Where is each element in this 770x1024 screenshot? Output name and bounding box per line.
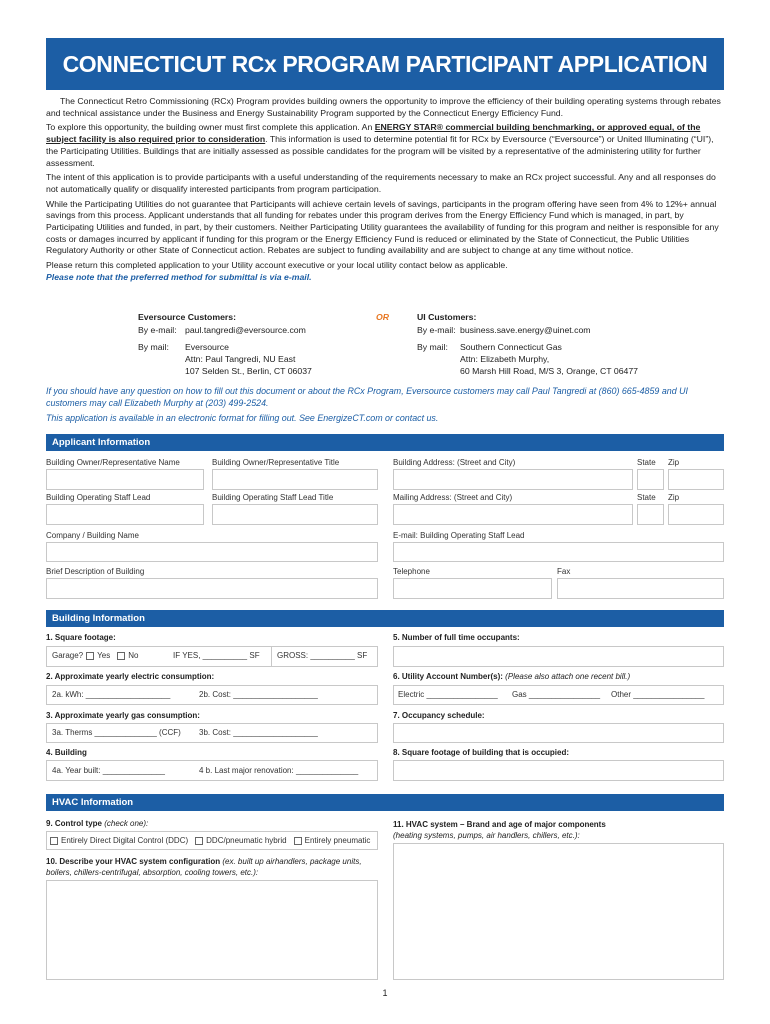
ui-mail-line-3: 60 Marsh Hill Road, M/S 3, Orange, CT 06477 (460, 366, 639, 376)
owner-title-field[interactable] (212, 469, 378, 490)
occupied-sf-label: 8. Square footage of building that is occupied: (393, 748, 570, 757)
building-state-label: State (637, 458, 656, 467)
occupied-sf-field[interactable] (393, 760, 724, 781)
mailing-address-label: Mailing Address: (Street and City) (393, 493, 513, 502)
ddc-checkbox[interactable] (50, 837, 58, 845)
system-title: 11. HVAC system – Brand and age of major components (393, 820, 606, 829)
utility-accounts-title: 6. Utility Account Number(s): (393, 672, 503, 681)
building-address-field[interactable] (393, 469, 633, 490)
building-age-label: 4. Building (46, 748, 87, 757)
owner-title-label: Building Owner/Representative Title (212, 458, 340, 467)
building-zip-label: Zip (668, 458, 680, 467)
therms-field[interactable]: 3a. Therms ______________ (CCF) (52, 728, 181, 737)
company-label: Company / Building Name (46, 531, 139, 540)
help-paragraph-2: This application is available in an electronic format for filling out. See EnergizeCT.com or contact us. (46, 413, 439, 423)
fax-field[interactable] (557, 578, 724, 599)
applicant-section-header: Applicant Information (46, 434, 724, 451)
staff-lead-title-label: Building Operating Staff Lead Title (212, 493, 334, 502)
electric-consumption-label: 2. Approximate yearly electric consumption: (46, 672, 215, 681)
hvac-section-header: HVAC Information (46, 794, 724, 811)
utility-accounts-note: (Please also attach one recent bill.) (505, 672, 631, 681)
staff-lead-field[interactable] (46, 504, 204, 525)
mailing-zip-field[interactable] (668, 504, 724, 525)
staff-email-field[interactable] (393, 542, 724, 562)
ui-heading: UI Customers: (417, 312, 477, 322)
help-text (46, 385, 726, 427)
ui-mail-line-1: Southern Connecticut Gas (460, 342, 562, 352)
building-section-header: Building Information (46, 610, 724, 627)
config-title: 10. Describe your HVAC system configuration (46, 857, 221, 866)
garage-no-checkbox[interactable] (117, 652, 125, 660)
eversource-mail-line-1: Eversource (185, 342, 229, 352)
building-zip-field[interactable] (668, 469, 724, 490)
garage-yes-label: Yes (97, 651, 111, 660)
gas-cost-field[interactable]: 3b. Cost: ___________________ (199, 728, 318, 737)
electric-cost-field[interactable]: 2b. Cost: ___________________ (199, 690, 318, 699)
system-field[interactable] (393, 843, 724, 980)
page-number: 1 (382, 988, 388, 998)
ui-email-label: By e-mail: (417, 325, 456, 335)
help-paragraph-1: If you should have any question on how to fill out this document or about the RCx Program, Eversource customers may call Paul Tangredi at (860) 665-4859 and UI customers may call Elizabeth Murphy at (203) 499-2524. (46, 386, 688, 408)
mailing-address-field[interactable] (393, 504, 633, 525)
pneumatic-option-label: Entirely pneumatic (304, 836, 371, 845)
config-label (46, 856, 378, 878)
or-divider: OR (376, 312, 390, 322)
ddc-option-label: Entirely Direct Digital Control (DDC) (61, 836, 189, 845)
electric-account-field[interactable]: Electric ________________ (398, 690, 498, 699)
control-type-title: 9. Control type (46, 819, 103, 828)
description-label: Brief Description of Building (46, 567, 145, 576)
intro-paragraph-2 (46, 122, 726, 169)
square-footage-label: 1. Square footage: (46, 633, 116, 642)
eversource-mail-line-3: 107 Selden St., Berlin, CT 06037 (185, 366, 312, 376)
intro-paragraph-1: The Connecticut Retro Commissioning (RCx) Program provides building owners the opportunity to improve the efficiency of their building operating systems through rebates and technical assistance under the Business and Energy Sustainability Program supported by the Connecticut Energy Efficiency Fund. (46, 96, 721, 118)
building-address-label: Building Address: (Street and City) (393, 458, 516, 467)
mailing-state-label: State (637, 493, 656, 502)
other-account-field[interactable]: Other ________________ (611, 690, 705, 699)
intro-p2-start: To explore this opportunity, the building owner must first complete this application. An (46, 122, 375, 133)
page-title: CONNECTICUT RCx PROGRAM PARTICIPANT APPLICATION (46, 38, 724, 90)
year-built-field[interactable]: 4a. Year built: ______________ (52, 766, 165, 775)
occupancy-schedule-label: 7. Occupancy schedule: (393, 711, 485, 720)
fax-label: Fax (557, 567, 571, 576)
control-type-label (46, 819, 148, 828)
intro-paragraph-4: While the Participating Utilities do not guarantee that Participants will achieve certain levels of savings, participants in the program offering have seen from 4% to 12%+ annual savings from this process. Applicant understands that all funding for rebates under this program derives from the Energy Efficiency Fund which is managed, in part, by Participating Utilities and funded, in part, by their customers. Neither Participating Utility guarantees the availability of funding for this program and neither is responsible for any costs or damages incurred by applicant if funding for this program or the Energy Efficiency Fund is reduced or eliminated by the State of Connecticut, the Public Utilities Regulatory Authority or other State of Connecticut action. Rebates are subject to funding availability and are subject to change at any time without notice. (46, 198, 719, 256)
mailing-zip-label: Zip (668, 493, 680, 502)
gross-sf-field[interactable]: GROSS: __________ SF (277, 651, 368, 660)
eversource-mail-line-2: Attn: Paul Tangredi, NU East (185, 354, 296, 364)
control-type-options (50, 836, 370, 845)
telephone-field[interactable] (393, 578, 552, 599)
contacts-section (46, 311, 726, 383)
intro-paragraph-3: The intent of this application is to provide participants with a useful understanding of the requirements necessary to make an RCx project successful. Any and all responses do not automatically qualify or disqualify interested participants from program participation. (46, 172, 716, 194)
eversource-mail-label: By mail: (138, 342, 169, 352)
garage-no-label: No (128, 651, 139, 660)
submittal-note: Please note that the preferred method for submittal is via e-mail. (46, 271, 312, 282)
occupants-field[interactable] (393, 646, 724, 667)
gas-account-field[interactable]: Gas ________________ (512, 690, 601, 699)
garage-sf-field[interactable]: IF YES, __________ SF (173, 651, 260, 660)
eversource-email[interactable]: paul.tangredi@eversource.com (185, 325, 306, 335)
description-field[interactable] (46, 578, 378, 599)
building-state-field[interactable] (637, 469, 664, 490)
utility-accounts-label (393, 672, 630, 681)
system-label (393, 819, 724, 841)
gas-consumption-label: 3. Approximate yearly gas consumption: (46, 711, 200, 720)
control-type-note: (check one): (104, 819, 149, 828)
eversource-email-label: By e-mail: (138, 325, 177, 335)
kwh-field[interactable]: 2a. kWh: ___________________ (52, 690, 171, 699)
eversource-heading: Eversource Customers: (138, 312, 237, 322)
occupancy-schedule-field[interactable] (393, 723, 724, 743)
config-note: (ex. built up airhandlers, package units, boilers, chillers-centrifugal, absorption, cooling towers, etc.): (46, 857, 362, 877)
sq-footage-divider (271, 647, 272, 666)
garage-question (52, 651, 138, 660)
ui-mail-line-2: Attn: Elizabeth Murphy, (460, 354, 550, 364)
system-note: (heating systems, pumps, air handlers, chillers, etc.): (393, 831, 580, 840)
hybrid-option-label: DDC/pneumatic hybrid (206, 836, 287, 845)
benchmarking-requirement: ENERGY STAR® commercial building benchmarking, or approved equal, of the subject facility is also required prior to consideration (46, 122, 701, 145)
occupants-label: 5. Number of full time occupants: (393, 633, 520, 642)
intro-text (46, 96, 726, 287)
staff-lead-label: Building Operating Staff Lead (46, 493, 151, 502)
intro-paragraph-5: Please return this completed application to your Utility account executive or your local utility contact below as applicable. (46, 260, 508, 271)
owner-name-field[interactable] (46, 469, 204, 490)
staff-lead-title-field[interactable] (212, 504, 378, 525)
pneumatic-checkbox[interactable] (294, 837, 302, 845)
mailing-state-field[interactable] (637, 504, 664, 525)
intro-p2-end: . This information is used to determine potential fit for RCx by Eversource (“Eversource”) or United Illuminating (“UI”), the Participating Utilities. Buildings that are initially assessed as possible candidates for the program will be visited by a representative of the administering utility for further assessment. (46, 134, 714, 168)
staff-email-label: E-mail: Building Operating Staff Lead (393, 531, 525, 540)
renovation-field[interactable]: 4 b. Last major renovation: ______________ (199, 766, 359, 775)
config-field[interactable] (46, 880, 378, 980)
hybrid-checkbox[interactable] (195, 837, 203, 845)
owner-name-label: Building Owner/Representative Name (46, 458, 180, 467)
company-field[interactable] (46, 542, 378, 562)
telephone-label: Telephone (393, 567, 430, 576)
ui-mail-label: By mail: (417, 342, 448, 352)
ui-email[interactable]: business.save.energy@uinet.com (460, 325, 591, 335)
garage-yes-checkbox[interactable] (86, 652, 94, 660)
garage-label: Garage? (52, 651, 84, 660)
